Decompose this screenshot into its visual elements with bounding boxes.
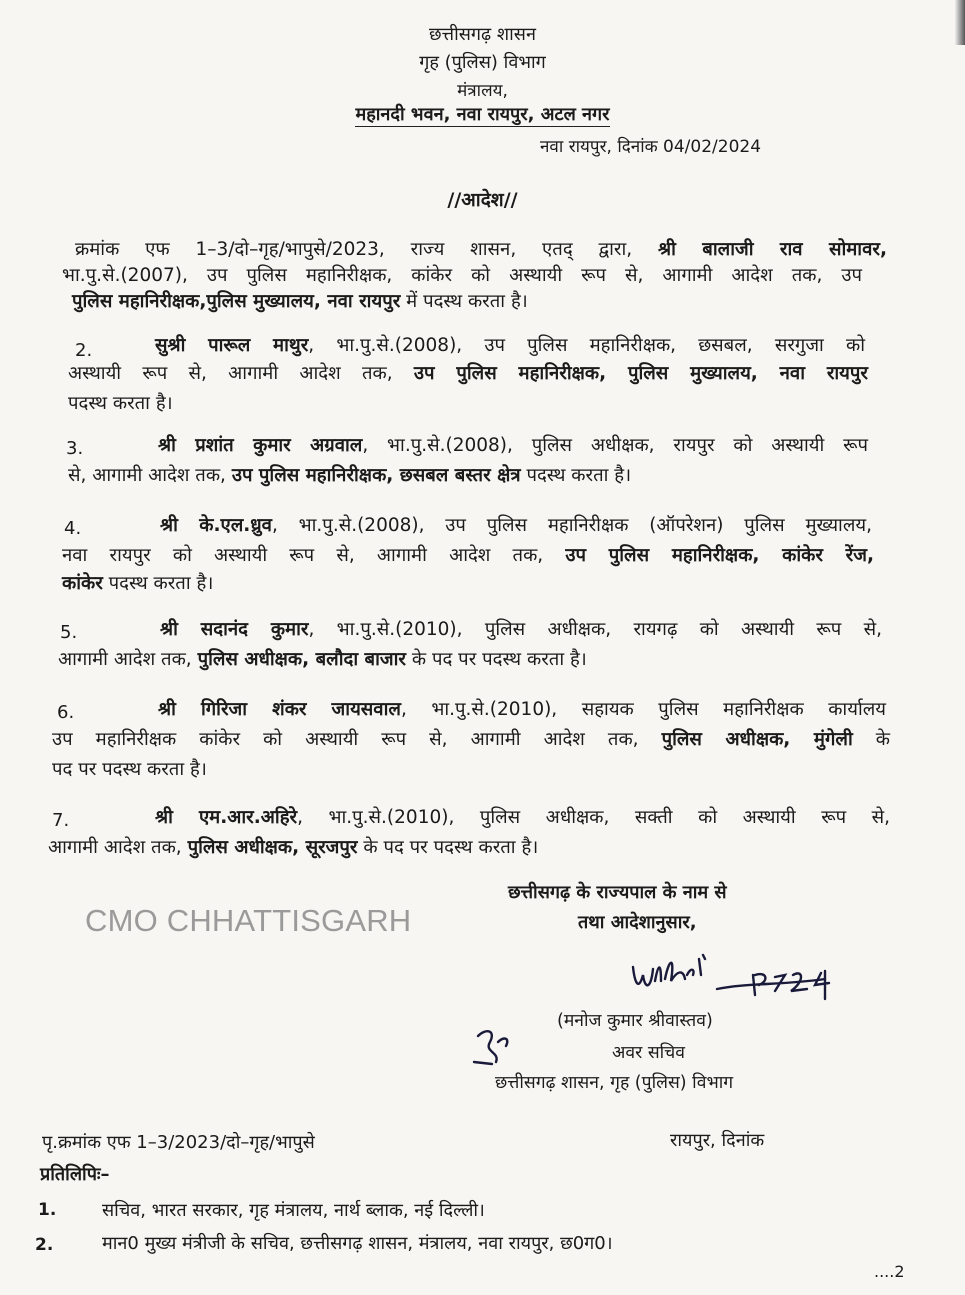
item2-line2 (68, 360, 868, 385)
item7-detail: , भा.पु.से.(2010), पुलिस अधीक्षक, सक्ती को अस्थायी रूप से, (297, 807, 890, 828)
item6-end: के (852, 729, 890, 750)
item5-posting: पुलिस अधीक्षक, बलौदा बाजार (197, 649, 406, 670)
item7-line2 (48, 834, 538, 859)
item3-end: पदस्थ करता है। (520, 465, 632, 486)
copy-number: 1. (38, 1200, 57, 1220)
initials-mark (470, 1022, 530, 1072)
header-address (0, 102, 965, 126)
header-govt: छत्तीसगढ़ शासन (429, 24, 536, 45)
item7-officer: श्री एम.आर.अहिरे (155, 807, 298, 828)
order-title: //आदेश// (447, 189, 518, 211)
header-ministry: मंत्रालय, (457, 81, 508, 101)
item3-detail: , भा.पु.से.(2008), पुलिस अधीक्षक, रायपुर को अस्थायी रूप (362, 435, 868, 456)
item5-line2 (58, 646, 587, 671)
item-number: 4. (64, 518, 82, 539)
item-number: 5. (60, 622, 78, 643)
item6-line1 (158, 696, 886, 721)
item-number: 7. (52, 810, 70, 831)
header-dept: गृह (पुलिस) विभाग (419, 52, 546, 73)
item7-posting: पुलिस अधीक्षक, सूरजपुर (187, 837, 358, 858)
item5-end: के पद पर पदस्थ करता है। (406, 649, 587, 670)
para1-end: में पदस्थ करता है। (400, 291, 528, 312)
signatory-office: छत्तीसगढ़ शासन, गृह (पुलिस) विभाग (495, 1073, 734, 1093)
watermark-text: CMO CHHATTISGARH (85, 903, 412, 938)
copy-label: प्रतिलिपिः– (40, 1164, 110, 1185)
item2-officer: सुश्री पारूल माथुर (155, 335, 309, 356)
item4-line1 (160, 512, 872, 537)
para1-ref: क्रमांक एफ 1–3/दो–गृह/भापुसे/2023, राज्य शासन, एतद् द्वारा, (75, 239, 658, 260)
item5-order: आगामी आदेश तक, (58, 649, 198, 670)
signature-image (625, 945, 865, 1015)
governor-line2: तथा आदेशानुसार, (578, 912, 697, 933)
para1-line1 (75, 236, 887, 261)
item7-end: के पद पर पदस्थ करता है। (357, 837, 539, 858)
item5-officer: श्री सदानंद कुमार (160, 619, 309, 640)
item2-posting: उप पुलिस महानिरीक्षक, पुलिस मुख्यालय, नवा रायपुर (413, 363, 868, 384)
para1-line3 (72, 288, 528, 313)
item4-end: पदस्थ करता है। (102, 573, 214, 594)
copy-text: मान0 मुख्य मंत्रीजी के सचिव, छत्तीसगढ़ शासन, मंत्रालय, नवा रायपुर, छ0ग0। (102, 1233, 613, 1254)
item-number: 2. (75, 340, 93, 361)
item4-posting: उप पुलिस महानिरीक्षक, कांकेर रेंज, (565, 545, 875, 566)
page-continuation: ....2 (874, 1262, 905, 1281)
item6-detail: , भा.पु.से.(2010), सहायक पुलिस महानिरीक्षक कार्यालय (400, 699, 887, 720)
item-number: 6. (57, 702, 75, 723)
para1-line2: भा.पु.से.(2007), उप पुलिस महानिरीक्षक, कांकेर को अस्थायी रूप से, आगामी आदेश तक, उप (62, 265, 862, 286)
item3-order: से, आगामी आदेश तक, (68, 465, 232, 486)
header-address-text: महानदी भवन, नवा रायपुर, अटल नगर (355, 104, 610, 125)
item3-line2 (68, 462, 631, 487)
item6-line2 (52, 726, 890, 751)
para1-officer: श्री बालाजी राव सोमावर, (658, 239, 887, 260)
item3-line1 (158, 432, 868, 457)
copy-number: 2. (35, 1235, 54, 1255)
governor-line1: छत्तीसगढ़ के राज्यपाल के नाम से (508, 882, 727, 903)
item2-order: अस्थायी रूप से, आगामी आदेश तक, (68, 363, 414, 384)
item2-line1 (155, 332, 865, 357)
item6-posting: पुलिस अधीक्षक, मुंगेली (661, 729, 853, 750)
item7-order: आगामी आदेश तक, (48, 837, 188, 858)
item4-line2 (62, 542, 874, 567)
item6-officer: श्री गिरिजा शंकर जायसवाल (158, 699, 401, 720)
endorsement-ref: पृ.क्रमांक एफ 1–3/2023/दो–गृह/भापुसे (42, 1132, 315, 1153)
item-number: 3. (66, 438, 84, 459)
para1-posting: पुलिस महानिरीक्षक,पुलिस मुख्यालय, नवा रायपुर (72, 291, 401, 312)
item6-line3: पद पर पदस्थ करता है। (52, 759, 207, 780)
item4-detail: , भा.पु.से.(2008), उप पुलिस महानिरीक्षक (ऑपरेशन) पुलिस मुख्यालय, (271, 515, 873, 536)
signatory-designation: अवर सचिव (612, 1043, 686, 1063)
item3-posting: उप पुलिस महानिरीक्षक, छसबल बस्तर क्षेत्र (231, 465, 521, 486)
item3-officer: श्री प्रशांत कुमार अग्रवाल (158, 435, 363, 456)
item4-order: नवा रायपुर को अस्थायी रूप से, आगामी आदेश तक, (62, 545, 566, 566)
item6-order: उप महानिरीक्षक कांकेर को अस्थायी रूप से, आगामी आदेश तक, (52, 729, 662, 750)
item5-detail: , भा.पु.से.(2010), पुलिस अधीक्षक, रायगढ़ को अस्थायी रूप से, (308, 619, 882, 640)
endorsement-place-date: रायपुर, दिनांक (670, 1130, 765, 1151)
item4-officer: श्री के.एल.ध्रुव (160, 515, 272, 536)
item2-detail: , भा.पु.से.(2008), उप पुलिस महानिरीक्षक, छसबल, सरगुजा को (308, 335, 865, 356)
signatory-name: (मनोज कुमार श्रीवास्तव) (557, 1011, 713, 1031)
item5-line1 (160, 616, 882, 641)
place-date: नवा रायपुर, दिनांक 04/02/2024 (540, 137, 762, 157)
item4-posting-cont: कांकेर (62, 573, 103, 594)
item7-line1 (155, 804, 890, 829)
copy-text: सचिव, भारत सरकार, गृह मंत्रालय, नार्थ ब्लाक, नई दिल्ली। (102, 1200, 485, 1221)
item4-line3 (62, 570, 213, 595)
item2-line3: पदस्थ करता है। (68, 393, 173, 414)
